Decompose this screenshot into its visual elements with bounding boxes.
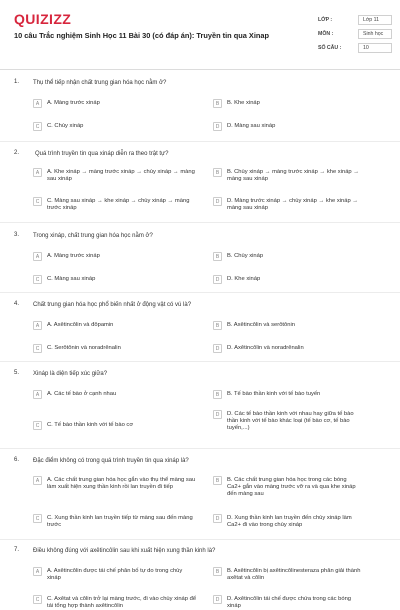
question-number: 7. [14, 547, 20, 553]
option-text: B. Chùy xináp [227, 252, 264, 259]
class-value: Lớp 11 [358, 15, 392, 25]
option-letter-box: D [213, 275, 222, 284]
option-letter-box: A [33, 390, 42, 399]
option-text: C. Màng sau xináp → khe xináp → chùy xináp → màng trước xináp [47, 197, 190, 211]
question-text: Xináp là diện tiếp xúc giữa? [33, 371, 108, 377]
question-number: 3. [14, 232, 20, 238]
option-a[interactable] [33, 390, 203, 399]
option-a[interactable] [33, 567, 203, 582]
option-c[interactable] [33, 595, 203, 610]
option-b[interactable] [213, 252, 363, 261]
option-text: B. Tế bào thần kinh với tế bào tuyến [227, 390, 321, 397]
option-text: D. Axêtincôlin tái chế được chứa trong các bóng xináp [227, 595, 352, 609]
question-divider [0, 141, 400, 142]
option-letter-box: C [33, 122, 42, 131]
option-text: B. Các chất trung gian hóa học trong các bóng Ca2+ gắn vào màng trước vỡ ra và qua khe xináp đến màng sau [227, 476, 356, 498]
option-letter-box: C [33, 514, 42, 523]
question-divider [0, 448, 400, 449]
question-text: Trong xináp, chất trung gian hóa học nằm ở? [33, 233, 153, 239]
option-d[interactable] [213, 275, 363, 284]
meta-subject-row [318, 27, 392, 41]
option-text: A. Các chất trung gian hóa học gắn vào thụ thể màng sau làm xuất hiện xung thần kinh rồi lan truyền đi tiếp [47, 476, 196, 490]
question-text: Đặc điểm không có trong quá trình truyền tin qua xináp là? [33, 458, 189, 464]
option-text: B. Chùy xináp → màng trước xináp → khe xináp → màng sau xináp [227, 168, 360, 182]
option-letter-box: A [33, 476, 42, 485]
subject-value: Sinh học [358, 29, 392, 39]
option-letter-box: A [33, 321, 42, 330]
option-text: C. Xung thần kinh lan truyền tiếp từ màng sau đến màng trước [47, 514, 193, 528]
option-text: C. Axêtat và côlin trở lại màng trước, đi vào chùy xináp để tái tổng hợp thành axêtincôlin [47, 595, 197, 609]
option-letter-box: C [33, 595, 42, 604]
meta-info [318, 13, 392, 55]
option-a[interactable] [33, 99, 203, 108]
option-b[interactable] [213, 168, 363, 183]
header-divider [0, 69, 400, 70]
question-divider [0, 222, 400, 223]
option-text: D. Màng sau xináp [227, 122, 276, 129]
option-letter-box: A [33, 567, 42, 576]
subject-label: MÔN : [318, 31, 334, 37]
option-text: B. Khe xináp [227, 99, 260, 106]
option-text: A. Axêtincôlin được tái chế phân bố tự do trong chùy xináp [47, 567, 183, 581]
option-b[interactable] [213, 567, 363, 582]
option-d[interactable] [213, 410, 363, 433]
option-text: A. Màng trước xináp [47, 252, 100, 259]
option-letter-box: D [213, 410, 222, 419]
question-divider [0, 361, 400, 362]
option-text: C. Màng sau xináp [47, 275, 96, 282]
question-text: Thụ thể tiếp nhận chất trung gian hóa học nằm ở? [33, 80, 167, 86]
option-letter-box: C [33, 197, 42, 206]
option-text: C. Chùy xináp [47, 122, 84, 129]
class-label: LỚP : [318, 17, 333, 23]
option-d[interactable] [213, 514, 363, 529]
option-text: C. Tế bào thần kinh với tế bào cơ [47, 421, 134, 428]
option-a[interactable] [33, 476, 203, 491]
option-letter-box: A [33, 168, 42, 177]
option-text: A. Axêtincôlin và đôpamin [47, 321, 114, 328]
option-text: A. Các tế bào ở cạnh nhau [47, 390, 117, 397]
option-text: D. Các tế bào thần kinh với nhau hay giữa tế bào thần kinh với tế bào khác loại (tế bào cơ, tế bào tuyến,...) [227, 410, 354, 432]
option-text: A. Màng trước xináp [47, 99, 100, 106]
option-text: A. Khe xináp → màng trước xináp → chùy xináp → màng sau xináp [47, 168, 195, 182]
question-divider [0, 292, 400, 293]
option-text: D. Axêtincôlin và noradrênalin [227, 344, 304, 351]
option-letter-box: A [33, 252, 42, 261]
option-c[interactable] [33, 344, 203, 353]
question-divider [0, 539, 400, 540]
option-letter-box: D [213, 122, 222, 131]
question-number: 2. [14, 150, 20, 156]
option-letter-box: D [213, 197, 222, 206]
question-text: Quá trình truyền tin qua xináp diễn ra theo trật tự? [35, 151, 169, 157]
option-d[interactable] [213, 344, 363, 353]
option-b[interactable] [213, 99, 363, 108]
option-b[interactable] [213, 476, 363, 499]
option-c[interactable] [33, 421, 203, 430]
question-number: 4. [14, 301, 20, 307]
option-text: D. Màng trước xináp → chùy xináp → khe xináp → màng sau xináp [227, 197, 359, 211]
option-b[interactable] [213, 390, 363, 399]
question-text: Chất trung gian hóa học phổ biến nhất ở động vật có vú là? [33, 302, 192, 308]
option-text: C. Serôtônin và noradrênalin [47, 344, 121, 351]
option-letter-box: A [33, 99, 42, 108]
document-title: 10 câu Trắc nghiệm Sinh Học 11 Bài 30 (có đáp án): Truyền tin qua Xinap [14, 31, 270, 40]
option-letter-box: B [213, 567, 222, 576]
option-a[interactable] [33, 252, 203, 261]
option-letter-box: B [213, 252, 222, 261]
question-number: 6. [14, 457, 20, 463]
option-letter-box: C [33, 421, 42, 430]
option-letter-box: C [33, 344, 42, 353]
option-d[interactable] [213, 595, 363, 610]
option-letter-box: B [213, 321, 222, 330]
option-text: B. Axêtincôlin và serôtônin [227, 321, 295, 328]
question-number: 5. [14, 370, 20, 376]
option-letter-box: B [213, 390, 222, 399]
question-count-label: SỐ CÂU : [318, 45, 342, 51]
option-text: D. Khe xináp [227, 275, 261, 282]
quizizz-logo[interactable]: QUIZIZZ [14, 11, 72, 27]
option-a[interactable] [33, 321, 203, 330]
option-letter-box: D [213, 514, 222, 523]
option-letter-box: B [213, 99, 222, 108]
option-c[interactable] [33, 197, 203, 212]
option-letter-box: D [213, 344, 222, 353]
option-c[interactable] [33, 514, 203, 529]
page-header [0, 0, 400, 68]
option-letter-box: B [213, 168, 222, 177]
question-count-value: 10 [358, 43, 392, 53]
meta-count-row [318, 41, 392, 55]
meta-class-row [318, 13, 392, 27]
option-d[interactable] [213, 122, 363, 131]
option-letter-box: D [213, 595, 222, 604]
question-number: 1. [14, 79, 20, 85]
option-text: B. Axêtincôlin bị axêtincôlinesteraza phân giải thành axêtat và côlin [227, 567, 361, 581]
option-a[interactable] [33, 168, 203, 183]
option-c[interactable] [33, 275, 203, 284]
option-letter-box: B [213, 476, 222, 485]
option-letter-box: C [33, 275, 42, 284]
option-b[interactable] [213, 321, 363, 330]
option-c[interactable] [33, 122, 203, 131]
option-d[interactable] [213, 197, 363, 212]
question-text: Điều không đúng với axêtincôlin sau khi xuất hiện xung thần kinh là? [33, 548, 216, 554]
option-text: D. Xung thần kinh lan truyền đến chùy xináp làm Ca2+ đi vào trong chùy xináp [227, 514, 352, 528]
